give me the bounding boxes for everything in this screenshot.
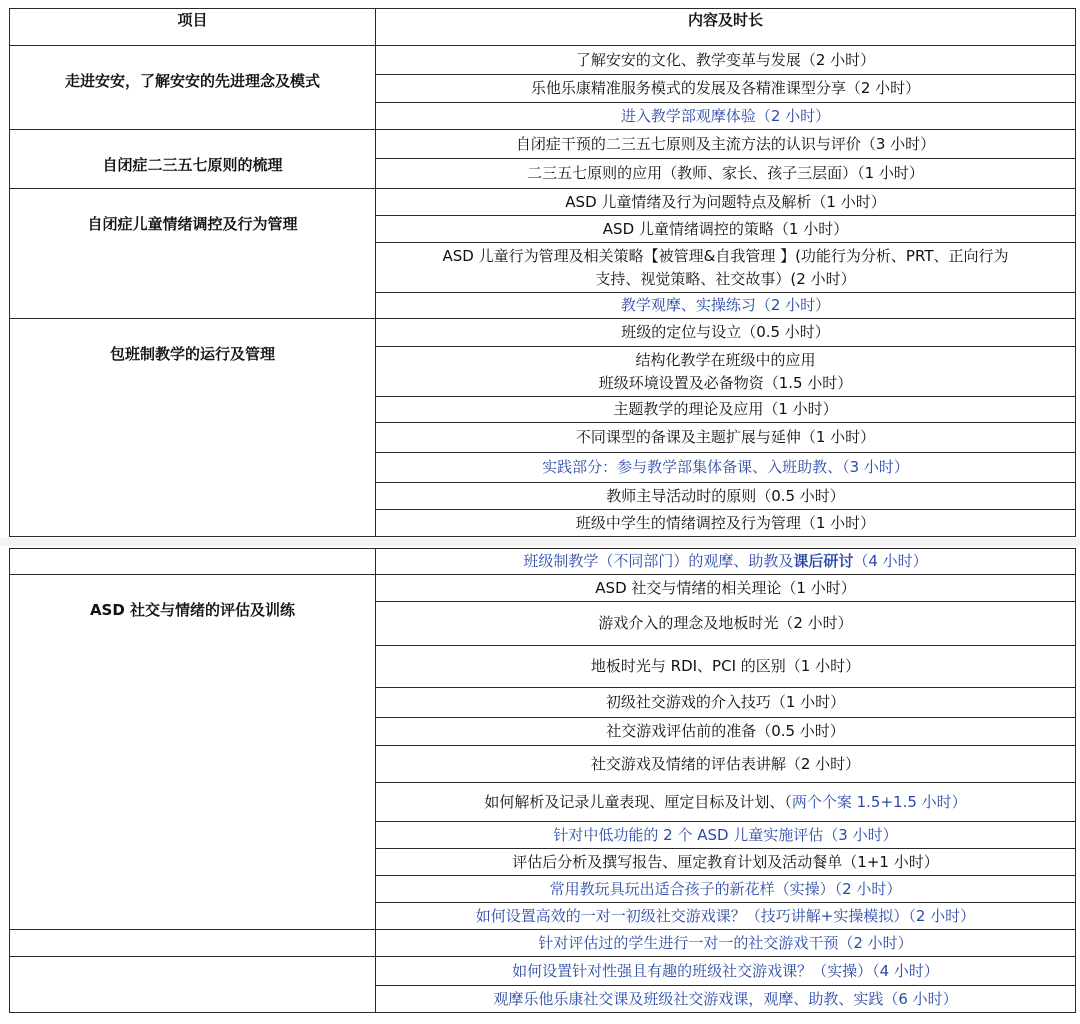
- content-line: 班级环境设置及必备物资（1.5 小时）: [598, 373, 853, 392]
- page-gap: [0, 538, 1080, 546]
- category-cell: ASD 社交与情绪的评估及训练: [10, 575, 376, 930]
- table-row: [10, 930, 1076, 957]
- content-line: 支持、视觉策略、社交故事）(2 小时）: [595, 269, 856, 288]
- content-cell: ASD 儿童情绪及行为问题特点及解析（1 小时）: [376, 189, 1076, 216]
- content-cell-highlight: 教学观摩、实操练习（2 小时）: [376, 293, 1076, 319]
- content-text: 如何解析及记录儿童表现、厘定目标及计划、（: [484, 792, 792, 811]
- table-row: [10, 46, 1076, 75]
- course-table-part1: [9, 8, 1076, 537]
- table-row: [10, 575, 1076, 602]
- table-row: [10, 130, 1076, 159]
- content-line: 结构化教学在班级中的应用: [635, 350, 816, 369]
- content-cell: 游戏介入的理念及地板时光（2 小时）: [376, 602, 1076, 646]
- content-cell-highlight: 如何设置针对性强且有趣的班级社交游戏课？（实操）（4 小时）: [376, 957, 1076, 986]
- content-text: （4 小时）: [853, 552, 928, 570]
- content-cell: [376, 783, 1076, 822]
- table-row: [10, 549, 1076, 575]
- content-cell: 地板时光与 RDI、PCI 的区别（1 小时）: [376, 646, 1076, 688]
- table-row: [10, 957, 1076, 986]
- table-row: [10, 189, 1076, 216]
- category-cell-empty: [10, 957, 376, 1013]
- category-cell-empty: [10, 930, 376, 957]
- content-cell: 社交游戏评估前的准备（0.5 小时）: [376, 718, 1076, 746]
- category-cell-empty: [10, 549, 376, 575]
- course-table-part2: [9, 548, 1076, 1013]
- content-cell-highlight: 常用教玩具玩出适合孩子的新花样（实操）（2 小时）: [376, 876, 1076, 903]
- content-cell-highlight: 进入教学部观摩体验（2 小时）: [376, 103, 1076, 130]
- content-cell: 主题教学的理论及应用（1 小时）: [376, 397, 1076, 423]
- header-content-duration: 内容及时长: [376, 9, 1076, 46]
- content-cell: 二三五七原则的应用（教师、家长、孩子三层面）（1 小时）: [376, 159, 1076, 189]
- content-cell: ASD 儿童情绪调控的策略（1 小时）: [376, 216, 1076, 243]
- content-cell-highlight: 针对评估过的学生进行一对一的社交游戏干预（2 小时）: [376, 930, 1076, 957]
- content-cell: 班级的定位与设立（0.5 小时）: [376, 319, 1076, 347]
- content-cell-highlight: 实践部分：参与教学部集体备课、入班助教、（3 小时）: [376, 453, 1076, 483]
- content-cell-highlight: 如何设置高效的一对一初级社交游戏课？（技巧讲解+实操模拟）（2 小时）: [376, 903, 1076, 930]
- content-cell: 社交游戏及情绪的评估表讲解（2 小时）: [376, 746, 1076, 783]
- content-cell: 了解安安的文化、教学变革与发展（2 小时）: [376, 46, 1076, 75]
- content-cell-multiline: [376, 347, 1076, 397]
- content-text-highlight: 两个个案 1.5+1.5 小时）: [791, 792, 967, 811]
- table-header-row: [10, 9, 1076, 46]
- content-cell-highlight: 针对中低功能的 2 个 ASD 儿童实施评估（3 小时）: [376, 822, 1076, 849]
- content-cell-highlight: [376, 549, 1076, 575]
- content-cell: 乐他乐康精准服务模式的发展及各精准课型分享（2 小时）: [376, 75, 1076, 103]
- content-cell: 教师主导活动时的原则（0.5 小时）: [376, 483, 1076, 510]
- category-cell: 走进安安，了解安安的先进理念及模式: [10, 46, 376, 130]
- content-text: 班级制教学（不同部门）的观摩、助教及: [523, 552, 794, 570]
- content-cell: 评估后分析及撰写报告、厘定教育计划及活动餐单（1+1 小时）: [376, 849, 1076, 876]
- table-row: [10, 319, 1076, 347]
- category-cell: 自闭症儿童情绪调控及行为管理: [10, 189, 376, 319]
- content-cell: 自闭症干预的二三五七原则及主流方法的认识与评价（3 小时）: [376, 130, 1076, 159]
- category-cell: 包班制教学的运行及管理: [10, 319, 376, 537]
- content-line: ASD 儿童行为管理及相关策略【被管理&自我管理 】(功能行为分析、PRT、正向行为: [442, 246, 1009, 265]
- header-item: 项目: [10, 9, 376, 46]
- category-cell: 自闭症二三五七原则的梳理: [10, 130, 376, 189]
- content-text-bold: 课后研讨: [793, 552, 854, 570]
- content-cell: 不同课型的备课及主题扩展与延伸（1 小时）: [376, 423, 1076, 453]
- content-cell: 初级社交游戏的介入技巧（1 小时）: [376, 688, 1076, 718]
- content-cell: ASD 社交与情绪的相关理论（1 小时）: [376, 575, 1076, 602]
- content-cell-highlight: 观摩乐他乐康社交课及班级社交游戏课，观摩、助教、实践（6 小时）: [376, 986, 1076, 1013]
- content-cell-multiline: [376, 243, 1076, 293]
- content-cell: 班级中学生的情绪调控及行为管理（1 小时）: [376, 510, 1076, 537]
